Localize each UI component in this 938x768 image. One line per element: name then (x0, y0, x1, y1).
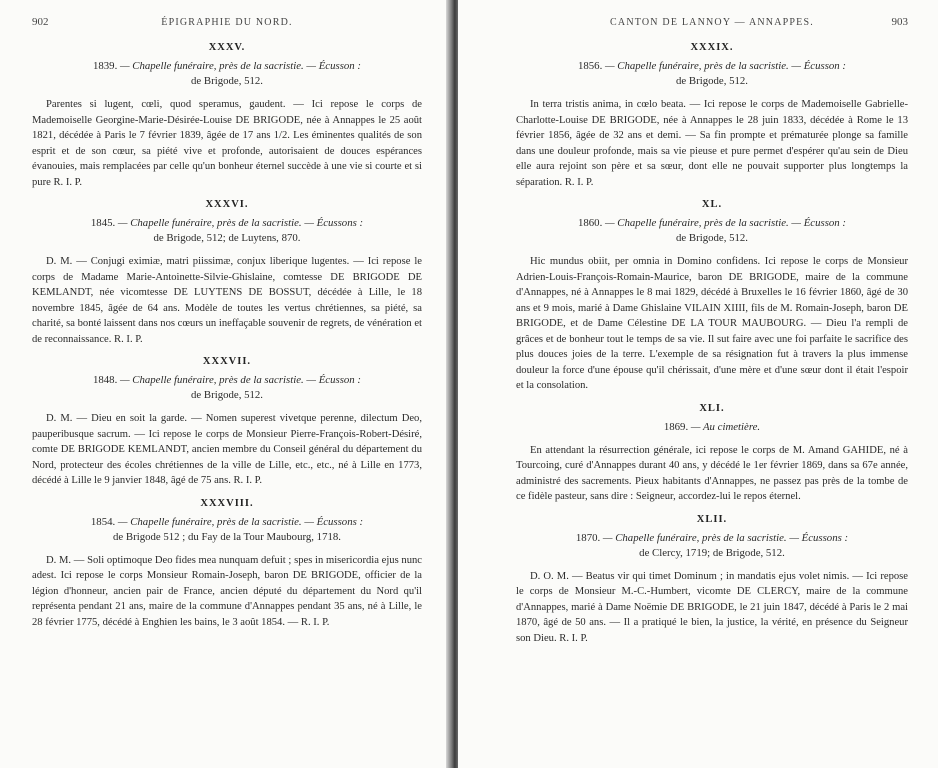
entry-text: In terra tristis anima, in cœlo beata. — Ici repose le corps de Mademoiselle Gabrielle-Charlotte-Louise DE BRIGODE, née à Annappes le 28 juin 1833, décédée à Rome le 13 février 1856, âgée de 32 ans et demi. — Sa fin prompte et prématurée plonge sa famille dans une douleur profonde, mais sa vie pieuse et pure permet d'espérer qu'au sein de Dieu elle aura rejoint son père et sa sœur, dont elle ne pouvait supporter plus longtemps la séparation. R. I. P. (516, 99, 908, 188)
entry-year: 1860. (577, 217, 603, 229)
entry-place: — Chapelle funéraire, près de la sacristie. — Écussons : (117, 217, 364, 229)
entry-arms: de Brigode, 512. (191, 389, 263, 401)
entry-text: D. M. — Dieu en soit la garde. — Nomen superest vivetque perenne, dilectum Deo, pauperibusque sacrum. — Ici repose le corps de Monsieur Pierre-François-Robert-Désiré, comte DE BRIGODE KEMLANDT, ancien membre du Conseil général du département du Nord, protecteur des écoles chrétiennes de la ville de Lille, etc., etc., né à Lille en 1773, décédé à Lille le 9 janvier 1848, âgé de 75 ans. R. I. P. (32, 413, 422, 486)
entry-heading (32, 515, 422, 545)
entry-year: 1854. (90, 515, 116, 528)
entry-year: 1839. (92, 60, 118, 72)
entry-heading (32, 373, 422, 403)
entry-xxxviii (32, 498, 422, 631)
entry-heading (516, 59, 908, 89)
entry-arms: de Clercy, 1719; de Brigode, 512. (639, 546, 785, 559)
entry-numeral: XXXVI. (205, 199, 249, 210)
entry-year: 1870. (575, 531, 601, 544)
entry-numeral: XLII. (696, 513, 728, 525)
right-page-number: 903 (891, 16, 908, 28)
entry-place: — Chapelle funéraire, près de la sacristie. — Écusson : (119, 60, 361, 72)
entry-numeral: XXXVIII. (200, 497, 254, 509)
right-page (458, 0, 938, 768)
entry-xli (516, 403, 908, 505)
entry-year: 1848. (92, 374, 118, 386)
entry-year: 1845. (90, 217, 116, 229)
entry-place: — Chapelle funéraire, près de la sacristie. — Écusson : (119, 374, 361, 386)
entry-year: 1856. (577, 60, 603, 72)
entry-heading (516, 420, 908, 435)
entry-text: D. M. — Soli optimoque Deo fides mea nunquam defuit ; spes in misericordia ejus nunc adest. Ici repose le corps Monsieur Romain-Joseph, baron DE BRIGODE, officier de la légion d'honneur, ancien pair de France, ancien député du département du Nord qu'il représenta pendant 21 ans, maire de la commune d'Annappes pendant 35 ans, né à Lille, le 28 février 1775, décédé à Enghien les bains, le 3 août 1854. — R. I. P. (32, 554, 422, 628)
right-running-head (516, 16, 908, 28)
entry-xxxvi (32, 199, 422, 347)
entry-numeral: XXXV. (208, 42, 246, 53)
entry-xlii (516, 514, 908, 647)
entry-numeral: XL. (701, 199, 723, 210)
entry-heading (516, 531, 908, 561)
entry-heading (32, 216, 422, 246)
entry-numeral: XLI. (699, 402, 725, 414)
entry-xxxix (516, 42, 908, 190)
left-running-title: ÉPIGRAPHIE DU NORD. (161, 17, 293, 28)
left-page (0, 0, 450, 768)
entry-arms: de Brigode, 512. (191, 75, 263, 87)
right-running-title: CANTON DE LANNOY — ANNAPPES. (610, 17, 814, 28)
entry-numeral: XXXIX. (690, 42, 734, 53)
entry-place: — Chapelle funéraire, près de la sacristie. — Écussons : (602, 531, 849, 544)
entry-arms: de Brigode, 512. (676, 232, 748, 244)
entry-arms: de Brigode, 512. (676, 75, 748, 87)
entry-text: Parentes si lugent, cœli, quod speramus, gaudent. — Ici repose le corps de Mademoiselle Georgine-Marie-Désirée-Louise DE BRIGODE, née à Annappes le 25 août 1821, décédée à Paris le 7 février 1839, âgée de 17 ans 1/2. Les éminentes qualités de son esprit et de son cœur, sa piété vive et profonde, autorisaient de douces espérances évanouies, mais remplacées par celle qu'un bonheur éternel succède à une vie si courte et si pure R. I. P. (32, 99, 422, 188)
entry-year: 1869. (663, 420, 689, 433)
entry-xxxv (32, 42, 422, 190)
entry-heading (32, 59, 422, 89)
entry-place: — Chapelle funéraire, près de la sacristie. — Écusson : (604, 217, 846, 229)
entry-heading (516, 216, 908, 246)
entry-place: — Au cimetière. (690, 420, 761, 433)
entry-numeral: XXXVII. (202, 356, 252, 367)
entry-arms: de Brigode 512 ; du Fay de la Tour Maubourg, 1718. (113, 530, 341, 543)
entry-text: En attendant la résurrection générale, ici repose le corps de M. Amand GAHIDE, né à Tourcoing, curé d'Annappes durant 40 ans, y décédé le 1er février 1869, dans sa 67e année, administré des sacrements. Pieux habitants d'Annappes, ne passez pas près de la tombe de ce fidèle pasteur, sans dire : Seigneur, accordez-lui le repos éternel. (516, 444, 908, 502)
entry-text: D. M. — Conjugi eximiæ, matri piissimæ, conjux liberique lugentes. — Ici repose le corps de Madame Marie-Antoinette-Silvie-Ghislaine, comtesse DE BRIGODE DE KEMLANDT, née vicomtesse DE LUYTENS DE BOSSUT, décédée à Lille, le 18 novembre 1845, âgée de 64 ans. Modèle de toutes les vertus chrétiennes, sa piété, sa charité, sa bonté laissent dans nos cœurs un ineffaçable souvenir de regrets, de vénération et de reconnaissance. R. I. P. (32, 256, 422, 345)
left-page-number: 902 (32, 16, 49, 28)
left-running-head (32, 16, 422, 28)
entry-place: — Chapelle funéraire, près de la sacristie. — Écussons : (117, 515, 364, 528)
entry-place: — Chapelle funéraire, près de la sacristie. — Écusson : (604, 60, 846, 72)
entry-xxxvii (32, 356, 422, 489)
entry-text: Hic mundus obiit, per omnia in Domino confidens. Ici repose le corps de Monsieur Adrien-Louis-François-Romain-Maurice, baron DE BRIGODE, maire de la commune d'Annappes, né à Annappes le 8 mai 1829, décédé à Bruxelles le 16 février 1860, âgé de 30 ans et 9 mois, marié à Dame Ghislaine VILAIN XIIII, fils de M. Romain-Joseph, baron DE BRIGODE, et de Dame Célestine DE LA TOUR MAUBOURG. — Dieu l'a rempli de grâces et de bonheur tout le temps de sa vie. Il sut faire avec une foi parfaite le sacrifice des plus douces joies de la terre. L'exemple de sa résignation fut à travers la plus immense douleur la force d'une épouse qu'il chérissait, d'une mère et d'une sœur dont il était l'espoir et la consolation. (516, 256, 908, 391)
entry-xl (516, 199, 908, 394)
entry-text: D. O. M. — Beatus vir qui timet Dominum ; in mandatis ejus volet nimis. — Ici repose le corps de Monsieur M.-C.-Humbert, vicomte DE CLERCY, maire de la commune d'Annappes, marié à Dame Noëmie DE BRIGODE, le 21 juin 1847, décédé à Paris le 2 mai 1870, âgé de 50 ans. — Il a pratiqué le bien, la justice, la vérité, en présence du Seigneur son Dieu. R. I. P. (516, 570, 908, 644)
entry-arms: de Brigode, 512; de Luytens, 870. (153, 232, 301, 244)
